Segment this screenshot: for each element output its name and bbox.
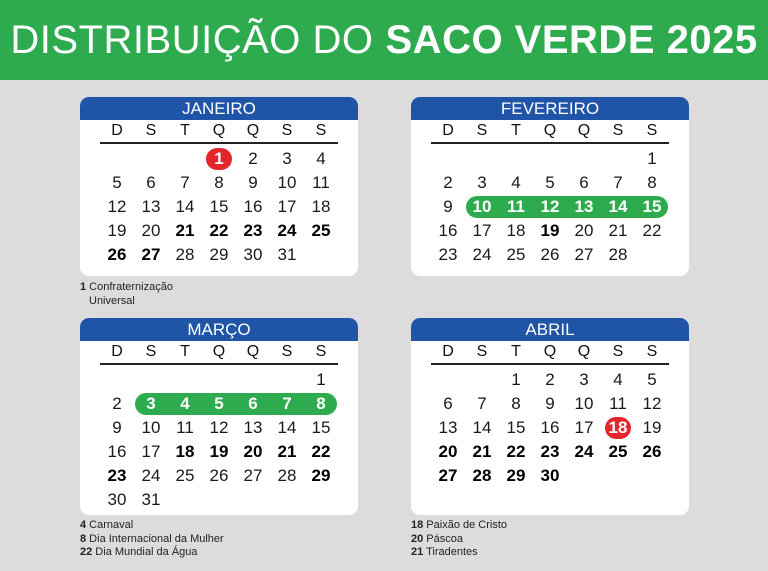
day-cell: 6 <box>443 394 453 413</box>
day-cell: 20 <box>243 442 263 461</box>
day-cell: 29 <box>311 466 331 485</box>
month-grid <box>100 341 338 512</box>
day-cell: 19 <box>540 221 560 240</box>
day-cell: 22 <box>642 221 662 240</box>
weekday-label: S <box>145 122 157 139</box>
day-cell: 24 <box>141 466 161 485</box>
day-cell: 30 <box>243 245 263 264</box>
empty-cell <box>567 147 601 171</box>
days-grid <box>100 147 338 267</box>
weekday-label: Q <box>246 122 260 139</box>
note-day: 18 <box>411 519 424 531</box>
note-line <box>80 281 173 295</box>
day-cell: 22 <box>311 442 331 461</box>
note-text: Dia Internacional da Mulher <box>86 532 224 545</box>
day-cell: 14 <box>175 197 195 216</box>
day-cell: 10 <box>277 173 297 192</box>
day-cell: 2 <box>545 370 555 389</box>
day-cell: 14 <box>608 197 628 216</box>
day-cell: 15 <box>642 197 662 216</box>
note-text: Carnaval <box>86 519 134 531</box>
weekday-label: Q <box>577 343 591 360</box>
day-cell: 21 <box>175 221 195 240</box>
weekday-label: Q <box>246 343 260 360</box>
day-cell: 9 <box>248 173 258 192</box>
calendar-fevereiro <box>411 97 689 276</box>
weekday-label: S <box>646 343 658 360</box>
calendar-abril <box>411 318 689 515</box>
day-cell: 16 <box>438 221 458 240</box>
day-cell: 16 <box>107 442 127 461</box>
title-light: DISTRIBUIÇÃO DO <box>10 17 374 62</box>
day-cell: 19 <box>209 442 229 461</box>
day-cell: 17 <box>277 197 297 216</box>
day-cell: 23 <box>438 245 458 264</box>
day-cell: 21 <box>608 221 628 240</box>
empty-cell <box>134 147 168 171</box>
day-cell: 1 <box>647 149 657 168</box>
notes-abril <box>411 519 507 560</box>
calendar-marco <box>80 318 358 515</box>
day-cell: 26 <box>107 245 127 264</box>
weekday-label: S <box>315 122 327 139</box>
day-cell: 2 <box>112 394 122 413</box>
day-cell: 9 <box>443 197 453 216</box>
month-header: MARÇO <box>80 318 358 341</box>
day-cell: 25 <box>175 466 195 485</box>
weekday-row <box>100 341 338 365</box>
month-header: FEVEREIRO <box>411 97 689 120</box>
weekday-label: S <box>145 343 157 360</box>
day-cell: 11 <box>176 418 194 437</box>
empty-cell <box>270 368 304 392</box>
day-cell: 20 <box>438 442 458 461</box>
holiday-day-cell: 1 <box>202 147 236 171</box>
empty-cell <box>168 147 202 171</box>
empty-cell <box>431 368 465 392</box>
day-cell: 28 <box>472 466 492 485</box>
note-day: 21 <box>411 546 424 558</box>
note-line <box>80 546 224 560</box>
day-cell: 25 <box>608 442 628 461</box>
empty-cell <box>100 368 134 392</box>
day-cell: 6 <box>579 173 589 192</box>
day-cell: 21 <box>277 442 297 461</box>
day-cell: 22 <box>506 442 526 461</box>
day-cell: 7 <box>180 173 190 192</box>
empty-cell <box>431 147 465 171</box>
day-cell: 7 <box>282 394 292 413</box>
month-header: ABRIL <box>411 318 689 341</box>
day-cell: 31 <box>277 245 297 264</box>
day-cell: 12 <box>107 197 127 216</box>
day-cell: 18 <box>311 197 331 216</box>
weekday-label: S <box>612 343 624 360</box>
day-cell: 20 <box>141 221 161 240</box>
day-cell: 4 <box>180 394 190 413</box>
day-cell: 15 <box>209 197 229 216</box>
empty-cell <box>236 368 270 392</box>
month-header: JANEIRO <box>80 97 358 120</box>
day-cell: 15 <box>506 418 526 437</box>
note-line <box>80 533 224 547</box>
day-cell: 3 <box>282 149 292 168</box>
day-cell: 11 <box>312 173 330 192</box>
day-cell: 5 <box>647 370 657 389</box>
day-cell: 9 <box>545 394 555 413</box>
month-grid <box>100 120 338 267</box>
day-cell: 16 <box>243 197 263 216</box>
day-cell: 12 <box>209 418 229 437</box>
month-grid <box>431 341 669 488</box>
day-cell: 18 <box>175 442 195 461</box>
day-cell: 4 <box>613 370 623 389</box>
note-day: 20 <box>411 532 424 545</box>
weekday-label: S <box>281 343 293 360</box>
weekday-label: T <box>511 122 521 139</box>
day-cell: 28 <box>277 466 297 485</box>
day-cell: 29 <box>209 245 229 264</box>
day-cell: 27 <box>438 466 458 485</box>
empty-cell <box>533 147 567 171</box>
day-cell: 18 <box>506 221 526 240</box>
weekday-label: S <box>476 343 488 360</box>
empty-cell <box>601 147 635 171</box>
day-cell: 6 <box>248 394 258 413</box>
day-cell: 11 <box>507 197 525 216</box>
day-cell: 24 <box>277 221 297 240</box>
note-text: Tiradentes <box>423 546 478 558</box>
note-line <box>411 519 507 533</box>
note-text: Páscoa <box>423 532 463 545</box>
day-cell: 30 <box>107 490 127 509</box>
weekday-label: D <box>442 122 454 139</box>
day-cell: 29 <box>506 466 526 485</box>
note-day: 1 <box>80 281 87 293</box>
weekday-label: T <box>180 343 190 360</box>
note-line <box>411 546 507 560</box>
day-cell: 3 <box>579 370 589 389</box>
day-cell: 7 <box>613 173 623 192</box>
day-cell: 23 <box>243 221 263 240</box>
notes-marco <box>80 519 224 560</box>
day-cell: 13 <box>141 197 161 216</box>
weekday-label: D <box>442 343 454 360</box>
day-cell: 28 <box>175 245 195 264</box>
weekday-label: Q <box>543 122 557 139</box>
day-cell: 12 <box>540 197 560 216</box>
day-cell: 19 <box>107 221 127 240</box>
empty-cell <box>465 368 499 392</box>
day-cell: 26 <box>209 466 229 485</box>
day-cell: 6 <box>146 173 156 192</box>
day-cell: 9 <box>112 418 122 437</box>
day-cell: 17 <box>472 221 492 240</box>
day-cell: 24 <box>472 245 492 264</box>
day-cell: 5 <box>214 394 224 413</box>
day-cell: 7 <box>477 394 487 413</box>
days-grid <box>431 368 669 488</box>
weekday-label: Q <box>543 343 557 360</box>
day-cell: 2 <box>248 149 258 168</box>
day-cell: 13 <box>574 197 594 216</box>
weekday-label: D <box>111 122 123 139</box>
day-cell: 1 <box>316 370 326 389</box>
day-cell: 23 <box>540 442 560 461</box>
note-text: Confraternização <box>86 281 173 293</box>
day-cell: 5 <box>545 173 555 192</box>
empty-cell <box>202 368 236 392</box>
day-cell: 14 <box>277 418 297 437</box>
note-line <box>80 519 224 533</box>
day-cell: 21 <box>472 442 492 461</box>
note-line <box>80 295 173 309</box>
day-cell: 30 <box>540 466 560 485</box>
day-cell: 27 <box>243 466 263 485</box>
days-grid <box>100 368 338 512</box>
day-cell: 4 <box>316 149 326 168</box>
note-text: Dia Mundial da Água <box>92 546 198 558</box>
empty-cell <box>499 147 533 171</box>
empty-cell <box>168 368 202 392</box>
day-cell: 13 <box>438 418 458 437</box>
day-cell: 2 <box>443 173 453 192</box>
day-cell: 20 <box>574 221 594 240</box>
calendar-janeiro <box>80 97 358 276</box>
month-grid <box>431 120 669 267</box>
day-cell: 31 <box>141 490 161 509</box>
note-day: 22 <box>80 546 93 558</box>
weekday-label: D <box>111 343 123 360</box>
day-cell: 5 <box>112 173 122 192</box>
day-cell: 3 <box>146 394 156 413</box>
weekday-label: S <box>281 122 293 139</box>
note-text: Paixão de Cristo <box>423 519 508 531</box>
day-cell: 28 <box>608 245 628 264</box>
day-cell: 23 <box>107 466 127 485</box>
note-text: Universal <box>89 294 135 307</box>
weekday-label: S <box>646 122 658 139</box>
day-cell: 24 <box>574 442 594 461</box>
note-day: 4 <box>80 519 87 531</box>
holiday-day-cell: 18 <box>601 416 635 440</box>
day-cell: 27 <box>141 245 161 264</box>
empty-cell <box>100 147 134 171</box>
day-cell: 17 <box>141 442 161 461</box>
day-cell: 16 <box>540 418 560 437</box>
empty-cell <box>465 147 499 171</box>
weekday-label: S <box>315 343 327 360</box>
day-cell: 27 <box>574 245 594 264</box>
day-cell: 17 <box>574 418 594 437</box>
day-cell: 19 <box>642 418 662 437</box>
day-cell: 4 <box>511 173 521 192</box>
day-cell: 14 <box>472 418 492 437</box>
empty-cell <box>134 368 168 392</box>
note-day: 8 <box>80 532 87 545</box>
day-cell: 26 <box>642 442 662 461</box>
day-cell: 26 <box>540 245 560 264</box>
day-cell: 1 <box>511 370 521 389</box>
day-cell: 25 <box>311 221 331 240</box>
weekday-label: T <box>511 343 521 360</box>
weekday-label: T <box>180 122 190 139</box>
weekday-row <box>431 120 669 144</box>
days-grid <box>431 147 669 267</box>
day-cell: 10 <box>472 197 492 216</box>
day-cell: 15 <box>311 418 331 437</box>
day-cell: 25 <box>506 245 526 264</box>
weekday-label: Q <box>212 122 226 139</box>
day-cell: 8 <box>214 173 224 192</box>
day-cell: 12 <box>642 394 662 413</box>
title-bold: SACO VERDE 2025 <box>385 17 758 62</box>
weekday-label: S <box>476 122 488 139</box>
day-cell: 13 <box>243 418 263 437</box>
day-cell: 8 <box>647 173 657 192</box>
day-cell: 10 <box>141 418 161 437</box>
day-cell: 8 <box>316 394 326 413</box>
day-cell: 10 <box>574 394 594 413</box>
day-cell: 3 <box>477 173 487 192</box>
weekday-row <box>431 341 669 365</box>
weekday-label: Q <box>212 343 226 360</box>
day-cell: 11 <box>609 394 627 413</box>
day-cell: 8 <box>511 394 521 413</box>
page-title <box>0 0 768 80</box>
weekday-row <box>100 120 338 144</box>
weekday-label: Q <box>577 122 591 139</box>
day-cell: 22 <box>209 221 229 240</box>
weekday-label: S <box>612 122 624 139</box>
note-line <box>411 533 507 547</box>
notes-janeiro <box>80 281 173 308</box>
